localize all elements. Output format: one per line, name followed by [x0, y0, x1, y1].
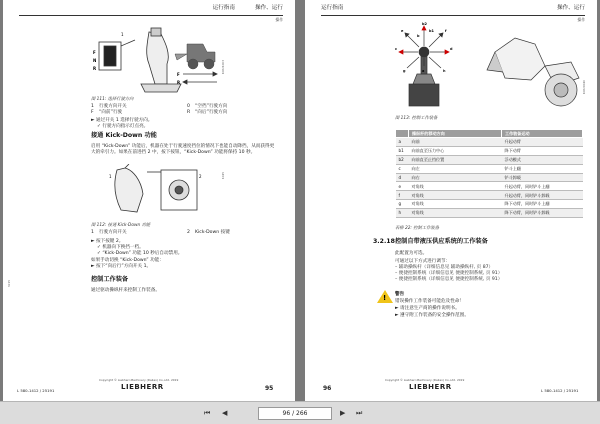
page-number: 95 — [265, 385, 274, 392]
step-111-2: ✓ 行驶方向指示灯点亮。 — [97, 124, 149, 129]
legend-key: 1 — [91, 230, 94, 235]
fig111-label-f: F — [93, 50, 96, 55]
row-action: 升起动臂，同时铲斗上翻 — [502, 182, 583, 191]
legend-112 — [91, 230, 271, 236]
bullet-text: 请注意生产商的操作说明书。 — [400, 306, 460, 311]
row-action: 降下动臂 — [502, 146, 583, 155]
header-subtitle: 操作 — [577, 17, 585, 22]
kickdown-closeup — [161, 170, 197, 210]
page-header — [19, 5, 283, 22]
table-row — [396, 138, 583, 147]
row-key: f — [396, 191, 409, 200]
section-kickdown-title: 接通 Kick-Down 功能 — [91, 132, 157, 139]
table-row — [396, 209, 583, 218]
header-left-title: 操作、运行 — [255, 5, 283, 11]
fig111-label-f-arrow: F — [177, 72, 180, 77]
legend-text: Kick-Down 按键 — [195, 230, 230, 235]
legend-key: R — [187, 110, 191, 115]
table-row — [396, 173, 583, 182]
legend-111 — [91, 104, 271, 116]
table-row — [396, 200, 583, 209]
fig112-label-1: 1 — [109, 174, 112, 179]
row-key: b1 — [396, 146, 409, 155]
table-row — [396, 182, 583, 191]
row-action: 降下动臂，同时铲斗上翻 — [502, 200, 583, 209]
loader-side-view — [487, 38, 579, 106]
joystick-direction-diagram — [399, 26, 449, 106]
row-key: d — [396, 173, 409, 182]
optional-note: 此配置为可选。 — [395, 251, 428, 256]
figure-113-caption: 图 113: 控制工作装备 — [395, 116, 438, 121]
figure-113-control-work-equipment — [395, 22, 585, 112]
row-action: 降下动臂，同时铲斗卸载 — [502, 209, 583, 218]
step-112-3: ✓ “Kick-Down” 功能 10 秒后自动禁用。 — [97, 251, 183, 256]
row-key: b2 — [396, 155, 409, 164]
legend-text: “向前”行驶 — [99, 110, 123, 115]
side-code: 10820040 — [582, 80, 586, 95]
table-row — [396, 164, 583, 173]
row-key: g — [396, 200, 409, 209]
warning-bullet: ► 请注意生产商的操作说明书。 — [395, 306, 460, 311]
row-action: 浮动模式 — [502, 155, 583, 164]
row-direction: 向前 — [409, 138, 502, 147]
page-number-input[interactable]: 96 / 266 — [258, 407, 332, 420]
fig113-label-e: e — [401, 29, 404, 33]
list-text: 便捷控制系统（详细信息见 便捷控制系统, 页 91） — [398, 271, 503, 276]
adjust-list-item: – 便捷控制系统（详细信息见 便捷控制系统, 页 91） — [395, 277, 503, 282]
legend-key: 1 — [91, 104, 94, 109]
step-text: 按下“向后行”方向开关 1。 — [96, 264, 152, 269]
footer-logo: LIEBHERR — [409, 383, 452, 391]
step-112-2: ✓ 机器向下换挡一档。 — [97, 245, 144, 250]
fig113-label-c: c — [395, 47, 398, 51]
step-112-4: 如果手动切换 “Kick-Down” 功能： — [91, 258, 164, 263]
left-page — [3, 0, 295, 402]
fig113-label-d: d — [450, 47, 453, 51]
kickdown-paragraph: 启用 “Kick-Down” 功能后，机器在处于行驶速度挡位的情况下也能自动降挡，从而获得更大的牵引力。如果在前进挡 2 中，按下按钮，“Kick-Down” 功能将保持 10 秒。 — [91, 144, 275, 156]
footer-logo: LIEBHERR — [121, 383, 164, 391]
header-right-title: 操作、运行 — [557, 5, 585, 11]
row-action: 铲斗卸载 — [502, 173, 583, 182]
loader-silhouette — [175, 44, 215, 69]
legend-key: F — [91, 110, 94, 115]
step-text: 按下按键 2。 — [96, 239, 124, 244]
fig113-label-g: g — [403, 69, 406, 73]
right-page — [305, 0, 597, 402]
figure-112-kickdown — [107, 164, 207, 220]
legend-text: “向后”行驶方向 — [195, 110, 228, 115]
warning-bullet: ► 遵守附工作装备的安全操作范围。 — [395, 313, 469, 318]
row-key: a — [396, 138, 409, 147]
next-page-button[interactable]: ▶ — [340, 409, 346, 417]
footer-doc-number: L 580-1412 / 25191 — [17, 388, 55, 393]
step-text: “Kick-Down” 功能 10 秒后自动禁用。 — [102, 251, 183, 256]
row-direction: 对角线 — [409, 182, 502, 191]
table-row — [396, 155, 583, 164]
warning-title: 警告 — [395, 292, 405, 297]
fig111-label-n: N — [93, 58, 97, 63]
viewer-toolbar — [0, 401, 600, 424]
row-direction: 向左 — [409, 164, 502, 173]
legend-key: 2 — [187, 230, 190, 235]
header-left-title: 运行指南 — [321, 5, 344, 11]
side-code-2: 1045 — [221, 172, 225, 180]
warning-exclamation-icon: ! — [383, 294, 387, 302]
joystick-illustration — [141, 28, 181, 92]
fig113-label-a: a — [422, 69, 425, 73]
figure-111-caption: 图 111: 选择行驶方向 — [91, 97, 134, 102]
step-text: 机器向下换挡一档。 — [102, 245, 144, 250]
bullet-text: 遵守附工作装备的安全操作范围。 — [400, 313, 469, 318]
side-code-1: 10821003 — [221, 60, 225, 75]
previous-page-button[interactable]: ◀ — [222, 409, 228, 417]
control-paragraph: 通过驱动操纵杆来控制工作装备。 — [91, 288, 160, 293]
warning-text: 错误操作工作装备可能危及性命！ — [395, 299, 464, 304]
fig111-label-1: 1 — [121, 32, 124, 37]
table-header-action: 工作装备运动 — [502, 130, 583, 138]
section-control-title: 控制工作装备 — [91, 276, 129, 283]
figure-112-caption: 图 112: 接通 Kick-Down 功能 — [91, 223, 151, 228]
last-page-button[interactable]: ⏭ — [356, 409, 363, 417]
step-112-5: ► 按下“向后行”方向开关 1。 — [91, 264, 152, 269]
joystick-side-view — [115, 164, 161, 212]
header-right-title: 运行指南 — [212, 5, 235, 11]
adjust-intro: 可通过以下方式进行调节： — [395, 259, 451, 264]
fig113-label-h: h — [443, 69, 446, 73]
table-header-key — [396, 130, 409, 138]
row-key: e — [396, 182, 409, 191]
direction-arrows — [183, 72, 217, 84]
row-direction: 向前直至止挡位置 — [409, 155, 502, 164]
page-number: 96 — [323, 385, 332, 392]
side-code-3: 3215 — [7, 280, 11, 288]
step-text: 通过开关 1 选择行驶方向。 — [96, 118, 153, 123]
table-header-row — [396, 130, 583, 138]
table-row — [396, 146, 583, 155]
footer-doc-number: L 580-1412 / 25191 — [541, 388, 579, 393]
row-direction: 对角线 — [409, 191, 502, 200]
adjust-list-item: – 便捷控制系统（详细信息见 便捷控制系统, 页 91） — [395, 271, 503, 276]
figure-111-direction-switch — [91, 24, 221, 94]
fig112-label-2: 2 — [199, 174, 202, 179]
list-text: 辅助操纵杆（详细信息见 辅助操纵杆, 页 87） — [398, 265, 494, 270]
table-header-direction: 操纵杆的移动方向 — [409, 130, 502, 138]
switch-closeup — [99, 40, 135, 70]
first-page-button[interactable]: ⏮ — [204, 409, 211, 417]
footer-copyright: Copyright © Liebherr-Machinery (Dalian) Co.,Ltd. 2019 — [385, 378, 465, 382]
table-caption: 表格 22: 控制工作装备 — [395, 226, 440, 231]
legend-text: “空挡”行驶方向 — [195, 104, 228, 109]
section-title: 控制自带液压供应系统的工作装备 — [395, 238, 488, 245]
fig111-label-r-arrow: R — [177, 80, 181, 85]
fig113-label-b: b — [417, 34, 420, 38]
legend-text: 行驶方向开关 — [99, 230, 127, 235]
row-key: c — [396, 164, 409, 173]
row-direction: 向前直至压力中心 — [409, 146, 502, 155]
fig113-label-f: f — [445, 29, 447, 33]
step-111-1: ► 通过开关 1 选择行驶方向。 — [91, 118, 153, 123]
row-action: 铲斗上翻 — [502, 164, 583, 173]
legend-text: 行驶方向开关 — [99, 104, 127, 109]
section-number: 3.2.18 — [373, 238, 395, 245]
step-text: 行驶方向指示灯点亮。 — [102, 124, 149, 129]
row-direction: 向右 — [409, 173, 502, 182]
list-text: 便捷控制系统（详细信息见 便捷控制系统, 页 91） — [398, 277, 503, 282]
row-action: 升起动臂，同时铲斗卸载 — [502, 191, 583, 200]
page-header — [321, 5, 585, 22]
footer-copyright: Copyright © Liebherr-Machinery (Dalian) Co.,Ltd. 2019 — [99, 378, 179, 382]
table-row — [396, 191, 583, 200]
header-subtitle: 操作 — [275, 17, 283, 22]
row-direction: 对角线 — [409, 209, 502, 218]
step-112-1: ► 按下按键 2。 — [91, 239, 124, 244]
adjust-list-item: – 辅助操纵杆（详细信息见 辅助操纵杆, 页 87） — [395, 265, 494, 270]
legend-key: 0 — [187, 104, 190, 109]
control-table — [395, 129, 583, 218]
row-action: 升起动臂 — [502, 138, 583, 147]
fig111-label-r: R — [93, 66, 97, 71]
row-key: h — [396, 209, 409, 218]
row-direction: 对角线 — [409, 200, 502, 209]
fig113-label-b2: b2 — [422, 22, 427, 26]
fig113-label-b1: b1 — [429, 29, 434, 33]
